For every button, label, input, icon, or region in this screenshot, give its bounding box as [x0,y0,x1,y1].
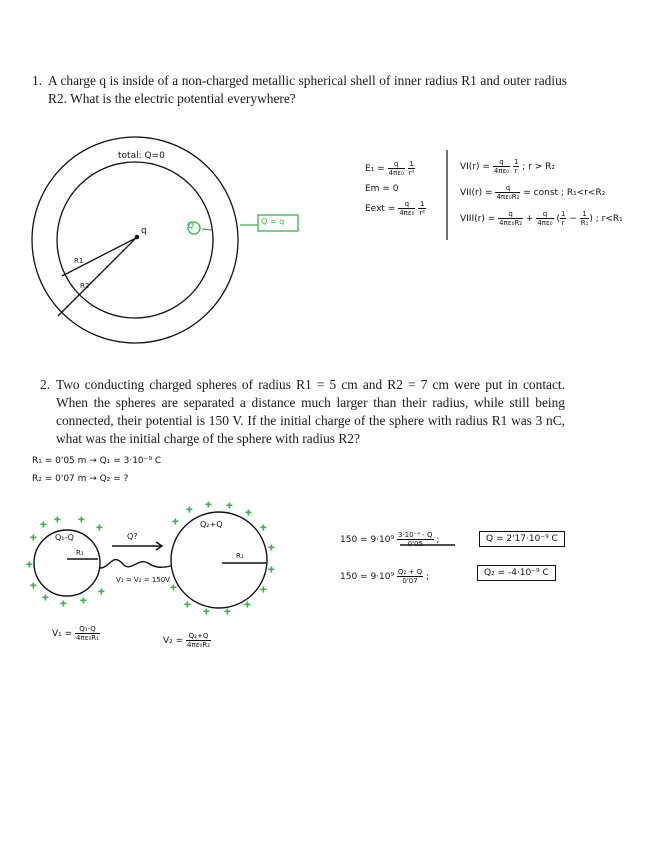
small-radius-label: R₁ [76,549,84,557]
shell-total-label: total: Q=0 [118,151,165,161]
svg-text:+: + [260,523,267,532]
r1-label: R1 [74,257,84,265]
field-e1 [365,160,415,177]
svg-text:+: + [224,607,231,616]
equation-1 [340,531,439,548]
problem-2-text: Two conducting charged spheres of radius R1 = 5 cm and R2 = 7 cm were put in contact. When the spheres are separated a distance much larger than their radius, while still being connected, their potential is 150 V. If the initial charge of the sphere with radius R1 was 3 nC, what was the initial charge of the sphere with radius R2? [56,377,565,446]
outer-shell-circle [32,137,238,343]
small-sphere-label: Q₁-Q [55,533,74,542]
r2-label: R2 [80,282,90,290]
field-e2: Em = 0 [365,184,399,194]
v2-formula-frac: $\frac{\text{Q₂+Q}}{\text{4πε₀R₂}}$ [187,632,210,649]
result-q2-box: Q₂ = -4·10⁻⁹ C [477,565,556,581]
svg-text:+: + [268,565,275,574]
problem-2-number: 2. [40,377,51,392]
problem-2 [40,376,565,448]
field-e1-frac: $\frac{q}{\text{4πε₀}}$ [388,160,404,177]
outer-charge-label: Q = q [261,217,285,226]
svg-text:+: + [80,596,87,605]
svg-text:+: + [42,593,49,602]
potential-v2-label: VII(r) = [460,188,493,198]
problem-1-text: A charge q is inside of a non-charged metallic spherical shell of inner radius R1 and outer radius R2. What is the electric potential everywhere? [48,73,567,106]
svg-text:+: + [260,585,267,594]
svg-text:+: + [54,515,61,524]
potential-v3-frac2: $\frac{q}{\text{4πε₀}}$ [537,210,553,227]
equation-2-sep: ; [426,572,430,582]
large-radius-label: R₂ [236,552,244,560]
wire-label: V₁ = V₂ = 150V [116,576,170,584]
transfer-label: Q? [127,532,138,541]
svg-text:+: + [30,581,37,590]
potential-v3-cond: ; r<R₁ [595,214,623,224]
svg-text:+: + [98,587,105,596]
connecting-wire [100,560,171,568]
svg-text:+: + [78,515,85,524]
potential-v2 [460,184,605,201]
v1-formula-label: V₁ = [52,629,73,639]
radius-r2-line [58,238,136,316]
svg-text:+: + [244,600,251,609]
equation-1-left: 150 = 9·10⁹ [340,535,395,545]
potential-v1 [460,158,555,175]
svg-text:+: + [205,500,212,509]
potential-v1-cond: ; r > R₂ [522,162,556,172]
svg-text:+: + [96,523,103,532]
equation-2-left: 150 = 9·10⁹ [340,572,395,582]
svg-text:+: + [226,501,233,510]
potential-v3-frac: $\frac{q}{\text{4πε₀R₂}}$ [499,210,523,227]
equation-1-frac: $\frac{\text{3·10⁻⁹ - Q}}{0'05}$ [397,531,433,548]
field-e3 [365,200,426,217]
svg-text:+: + [172,517,179,526]
result-q-box: Q = 2'17·10⁻⁹ C [479,531,565,547]
field-e1-label: E₁ = [365,164,385,174]
svg-text:+: + [60,599,67,608]
induced-charge-label: Q [187,221,195,231]
svg-text:+: + [170,583,177,592]
field-e3-label: Eext = [365,204,396,214]
potential-v3-frac3: $\frac{1}{r}$ [560,210,566,227]
equation-2 [340,568,429,585]
given-1: R₁ = 0'05 m → Q₁ = 3·10⁻⁹ C [32,456,162,466]
potential-v1-frac: $\frac{q}{\text{4πε₀}}$ [493,158,510,175]
equation-1-sep: ; [436,535,440,545]
charge-q-label: q [141,226,147,236]
svg-text:+: + [245,508,252,517]
problem-1-number: 1. [32,73,43,88]
potential-v1-label: VI(r) = [460,162,490,172]
svg-text:+: + [40,520,47,529]
potential-v1-frac2: $\frac{1}{r}$ [513,158,519,175]
v1-formula-frac: $\frac{\text{Q₁-Q}}{\text{4πε₀R₁}}$ [76,625,99,642]
svg-text:+: + [26,560,33,569]
large-sphere-label: Q₂+Q [200,520,223,529]
shell-diagram [32,137,298,343]
field-e1-frac2: $\frac{1}{\text{r²}}$ [408,160,415,177]
potential-v3-label: VIII(r) = [460,214,496,224]
given-2: R₂ = 0'07 m → Q₂ = ? [32,474,129,484]
charge-q-dot [135,235,138,238]
svg-text:+: + [203,607,210,616]
v1-formula [52,625,100,642]
equation-2-frac: $\frac{\text{Q₂ + Q}}{0'07}$ [397,568,423,585]
v2-formula [163,632,211,649]
svg-text:+: + [186,505,193,514]
svg-text:+: + [30,533,37,542]
induced-pointer [202,229,212,230]
potential-v3-frac4: $\frac{1}{\text{R₁}}$ [580,210,589,227]
field-e3-frac: $\frac{q}{\text{4πε₀}}$ [399,200,415,217]
potential-v2-frac: $\frac{q}{\text{4πε₀R₂}}$ [496,184,520,201]
svg-text:+: + [184,600,191,609]
inner-shell-circle [57,162,213,318]
potential-v2-rest: = const ; R₁<r<R₂ [523,188,606,198]
field-e3-frac2: $\frac{1}{\text{r²}}$ [419,200,426,217]
svg-text:+: + [268,543,275,552]
v2-formula-label: V₂ = [163,636,184,646]
potential-v3: VIII(r) = $\frac{q}{\text{4πε₀R₂}}$ + $\frac{q}{\text{4πε₀}}$ ( $\frac{1}{r}$ − $\frac{1}{\text{R₁}}$ ) ; r<R₁ [460,210,623,227]
